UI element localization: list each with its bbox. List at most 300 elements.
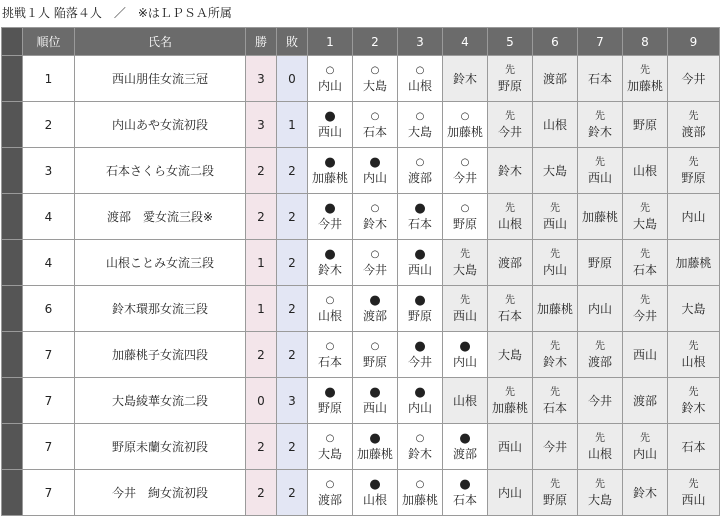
opponent-name: 渡部: [317, 492, 342, 507]
wins-cell: 3: [246, 56, 277, 102]
round-cell: [308, 424, 353, 470]
round-cell: [443, 56, 488, 102]
opponent-name: 大島: [542, 163, 567, 178]
opponent-name: 山根: [681, 354, 706, 369]
round-cell: [623, 424, 668, 470]
opponent-name: 大島: [587, 492, 612, 507]
result-mark: ○: [370, 340, 380, 352]
round-cell: [533, 470, 578, 516]
round-cell: [578, 378, 623, 424]
round-cell: [488, 148, 533, 194]
round-cell: [533, 378, 578, 424]
header-round-6: 6: [533, 28, 578, 56]
opponent-name: 加藤桃: [401, 492, 438, 507]
first-move-label: 先: [550, 340, 560, 352]
league-caption: 挑戦１人 陥落４人 ／ ※はＬＰＳＡ所属: [2, 6, 232, 20]
opponent-name: 加藤桃: [356, 446, 393, 461]
table-row: [2, 56, 720, 102]
round-cell: [398, 194, 443, 240]
rank-cell: 2: [23, 102, 75, 148]
opponent-name: 今井: [317, 216, 342, 231]
round-cell: [578, 56, 623, 102]
first-move-label: 先: [595, 110, 605, 122]
header-rank: 順位: [23, 28, 75, 56]
round-cell: [668, 286, 720, 332]
round-cell: [398, 56, 443, 102]
wins-cell: 2: [246, 470, 277, 516]
opponent-name: 大島: [497, 347, 522, 362]
opponent-name: 野原: [681, 170, 706, 185]
result-mark: ●: [414, 292, 426, 308]
opponent-name: 加藤桃: [536, 301, 573, 316]
rank-cell: 6: [23, 286, 75, 332]
round-cell: [578, 240, 623, 286]
first-move-label: 先: [505, 202, 515, 214]
table-row: [2, 424, 720, 470]
row-side-cell: [2, 378, 23, 424]
losses-cell: 1: [277, 102, 308, 148]
header-round-1: 1: [308, 28, 353, 56]
first-move-label: 先: [640, 432, 650, 444]
first-move-label: 先: [595, 340, 605, 352]
round-cell: [353, 470, 398, 516]
opponent-name: 野原: [632, 117, 657, 132]
round-cell: [578, 424, 623, 470]
round-cell: [353, 102, 398, 148]
result-mark: ●: [459, 476, 471, 492]
round-cell: [623, 56, 668, 102]
table-row: [2, 378, 720, 424]
player-name-cell: 西山朋佳女流三冠: [75, 56, 246, 102]
round-cell: [398, 240, 443, 286]
row-side-cell: [2, 286, 23, 332]
header-round-8: 8: [623, 28, 668, 56]
opponent-name: 内山: [542, 262, 567, 277]
round-cell: [443, 332, 488, 378]
header-round-9: 9: [668, 28, 720, 56]
result-mark: ○: [415, 64, 425, 76]
round-cell: [668, 378, 720, 424]
round-cell: [308, 378, 353, 424]
round-cell: [488, 194, 533, 240]
round-cell: [443, 286, 488, 332]
round-cell: [488, 424, 533, 470]
opponent-name: 大島: [632, 216, 657, 231]
opponent-name: 渡部: [632, 393, 657, 408]
opponent-name: 野原: [407, 308, 432, 323]
result-mark: ●: [459, 338, 471, 354]
opponent-name: 石本: [542, 400, 567, 415]
round-cell: [353, 194, 398, 240]
round-cell: [488, 470, 533, 516]
result-mark: ●: [414, 200, 426, 216]
row-side-cell: [2, 194, 23, 240]
round-cell: [488, 240, 533, 286]
round-cell: [533, 148, 578, 194]
round-cell: [398, 286, 443, 332]
round-cell: [533, 424, 578, 470]
round-cell: [623, 148, 668, 194]
opponent-name: 渡部: [681, 124, 706, 139]
losses-cell: 2: [277, 286, 308, 332]
result-mark: ○: [460, 156, 470, 168]
losses-cell: 3: [277, 378, 308, 424]
opponent-name: 大島: [362, 78, 387, 93]
opponent-name: 鈴木: [362, 216, 387, 231]
round-cell: [353, 378, 398, 424]
opponent-name: 山根: [632, 163, 657, 178]
opponent-name: 内山: [452, 354, 477, 369]
round-cell: [578, 194, 623, 240]
opponent-name: 内山: [362, 170, 387, 185]
losses-cell: 2: [277, 194, 308, 240]
round-cell: [668, 56, 720, 102]
result-mark: ●: [324, 108, 336, 124]
opponent-name: 内山: [632, 446, 657, 461]
header-round-7: 7: [578, 28, 623, 56]
round-cell: [668, 332, 720, 378]
opponent-name: 内山: [497, 485, 522, 500]
first-move-label: 先: [640, 64, 650, 76]
round-cell: [578, 102, 623, 148]
table-row: [2, 286, 720, 332]
result-mark: ●: [369, 384, 381, 400]
round-cell: [398, 102, 443, 148]
result-mark: ○: [370, 202, 380, 214]
opponent-name: 今井: [587, 393, 612, 408]
first-move-label: 先: [460, 294, 470, 306]
result-mark: ●: [459, 430, 471, 446]
first-move-label: 先: [640, 294, 650, 306]
round-cell: [623, 470, 668, 516]
league-table: [1, 27, 720, 516]
first-move-label: 先: [688, 478, 699, 490]
result-mark: ○: [415, 156, 425, 168]
opponent-name: 石本: [362, 124, 387, 139]
round-cell: [398, 378, 443, 424]
result-mark: ○: [370, 248, 380, 260]
table-row: [2, 240, 720, 286]
opponent-name: 西山: [632, 347, 657, 362]
wins-cell: 2: [246, 424, 277, 470]
first-move-label: 先: [688, 110, 699, 122]
player-name-cell: 山根ことみ女流三段: [75, 240, 246, 286]
round-cell: [623, 194, 668, 240]
round-cell: [308, 194, 353, 240]
opponent-name: 大島: [317, 446, 342, 461]
round-cell: [668, 148, 720, 194]
header-wins: 勝: [246, 28, 277, 56]
round-cell: [578, 332, 623, 378]
rank-cell: 7: [23, 332, 75, 378]
round-cell: [578, 148, 623, 194]
result-mark: ●: [324, 200, 336, 216]
opponent-name: 野原: [587, 255, 612, 270]
opponent-name: 今井: [497, 124, 522, 139]
opponent-name: 石本: [317, 354, 342, 369]
opponent-name: 今井: [681, 71, 706, 86]
round-cell: [578, 286, 623, 332]
opponent-name: 内山: [317, 78, 342, 93]
losses-cell: 0: [277, 56, 308, 102]
round-cell: [443, 470, 488, 516]
rank-cell: 3: [23, 148, 75, 194]
rank-cell: 7: [23, 424, 75, 470]
opponent-name: 鈴木: [497, 163, 522, 178]
opponent-name: 鈴木: [452, 71, 477, 86]
rank-cell: 4: [23, 240, 75, 286]
round-cell: [308, 148, 353, 194]
table-row: [2, 148, 720, 194]
round-cell: [398, 148, 443, 194]
round-cell: [533, 332, 578, 378]
result-mark: ○: [325, 478, 335, 490]
wins-cell: 1: [246, 240, 277, 286]
row-side-cell: [2, 240, 23, 286]
player-name-cell: 加藤桃子女流四段: [75, 332, 246, 378]
first-move-label: 先: [688, 156, 699, 168]
round-cell: [308, 56, 353, 102]
round-cell: [488, 332, 533, 378]
opponent-name: 鈴木: [542, 354, 567, 369]
result-mark: ●: [369, 154, 381, 170]
player-name-cell: 鈴木環那女流三段: [75, 286, 246, 332]
result-mark: ○: [460, 110, 470, 122]
header-round-5: 5: [488, 28, 533, 56]
opponent-name: 石本: [587, 71, 612, 86]
opponent-name: 加藤桃: [626, 78, 663, 93]
losses-cell: 2: [277, 424, 308, 470]
first-move-label: 先: [550, 202, 560, 214]
opponent-name: 西山: [317, 124, 342, 139]
round-cell: [443, 424, 488, 470]
first-move-label: 先: [550, 478, 560, 490]
rank-cell: 7: [23, 470, 75, 516]
opponent-name: 加藤桃: [491, 400, 528, 415]
opponent-name: 鈴木: [632, 485, 657, 500]
result-mark: ○: [460, 202, 470, 214]
opponent-name: 今井: [632, 308, 657, 323]
wins-cell: 2: [246, 148, 277, 194]
wins-cell: 3: [246, 102, 277, 148]
round-cell: [668, 424, 720, 470]
opponent-name: 石本: [632, 262, 657, 277]
row-side-cell: [2, 148, 23, 194]
result-mark: ●: [369, 430, 381, 446]
result-mark: ●: [414, 384, 426, 400]
first-move-label: 先: [505, 294, 515, 306]
result-mark: ○: [415, 432, 425, 444]
opponent-name: 西山: [542, 216, 567, 231]
round-cell: [308, 240, 353, 286]
row-side-cell: [2, 470, 23, 516]
opponent-name: 渡部: [362, 308, 387, 323]
header-losses: 敗: [277, 28, 308, 56]
header-round-4: 4: [443, 28, 488, 56]
losses-cell: 2: [277, 470, 308, 516]
result-mark: ●: [369, 476, 381, 492]
opponent-name: 加藤桃: [581, 209, 618, 224]
opponent-name: 西山: [452, 308, 477, 323]
result-mark: ○: [325, 340, 335, 352]
round-cell: [623, 286, 668, 332]
header-row: [2, 28, 720, 56]
losses-cell: 2: [277, 148, 308, 194]
result-mark: ○: [325, 294, 335, 306]
round-cell: [623, 240, 668, 286]
result-mark: ●: [324, 154, 336, 170]
opponent-name: 石本: [452, 492, 477, 507]
opponent-name: 西山: [362, 400, 387, 415]
round-cell: [668, 470, 720, 516]
opponent-name: 加藤桃: [675, 255, 712, 270]
player-name-cell: 野原未蘭女流初段: [75, 424, 246, 470]
player-name-cell: 大島綾華女流二段: [75, 378, 246, 424]
player-name-cell: 石本さくら女流二段: [75, 148, 246, 194]
result-mark: ○: [415, 478, 425, 490]
round-cell: [353, 56, 398, 102]
opponent-name: 野原: [317, 400, 342, 415]
opponent-name: 石本: [681, 439, 706, 454]
opponent-name: 渡部: [452, 446, 477, 461]
opponent-name: 西山: [407, 262, 432, 277]
league-body: [2, 56, 720, 516]
first-move-label: 先: [595, 156, 605, 168]
opponent-name: 山根: [452, 393, 477, 408]
row-side-cell: [2, 424, 23, 470]
round-cell: [668, 240, 720, 286]
table-row: [2, 332, 720, 378]
first-move-label: 先: [550, 248, 560, 260]
first-move-label: 先: [505, 110, 515, 122]
table-row: [2, 102, 720, 148]
opponent-name: 渡部: [497, 255, 522, 270]
opponent-name: 野原: [542, 492, 567, 507]
first-move-label: 先: [688, 340, 699, 352]
result-mark: ●: [414, 246, 426, 262]
first-move-label: 先: [505, 64, 515, 76]
player-name-cell: 渡部 愛女流三段※: [75, 194, 246, 240]
player-name-cell: 今井 絢女流初段: [75, 470, 246, 516]
wins-cell: 0: [246, 378, 277, 424]
opponent-name: 西山: [681, 492, 706, 507]
result-mark: ○: [325, 432, 335, 444]
rank-cell: 4: [23, 194, 75, 240]
round-cell: [488, 378, 533, 424]
table-row: [2, 470, 720, 516]
opponent-name: 鈴木: [587, 124, 612, 139]
header-name: 氏名: [75, 28, 246, 56]
round-cell: [488, 102, 533, 148]
round-cell: [533, 194, 578, 240]
round-cell: [398, 332, 443, 378]
round-cell: [488, 56, 533, 102]
row-side-cell: [2, 56, 23, 102]
round-cell: [353, 424, 398, 470]
result-mark: ●: [324, 384, 336, 400]
opponent-name: 石本: [407, 216, 432, 231]
opponent-name: 鈴木: [407, 446, 432, 461]
rank-cell: 7: [23, 378, 75, 424]
round-cell: [308, 470, 353, 516]
opponent-name: 山根: [497, 216, 522, 231]
result-mark: ○: [415, 110, 425, 122]
round-cell: [623, 332, 668, 378]
opponent-name: 渡部: [587, 354, 612, 369]
round-cell: [398, 424, 443, 470]
opponent-name: 加藤桃: [446, 124, 483, 139]
round-cell: [488, 286, 533, 332]
opponent-name: 大島: [452, 262, 477, 277]
table-row: [2, 194, 720, 240]
opponent-name: 今井: [407, 354, 432, 369]
opponent-name: 鈴木: [681, 400, 706, 415]
round-cell: [443, 240, 488, 286]
round-cell: [308, 286, 353, 332]
opponent-name: 内山: [587, 301, 612, 316]
opponent-name: 西山: [497, 439, 522, 454]
round-cell: [308, 332, 353, 378]
row-side-cell: [2, 332, 23, 378]
opponent-name: 山根: [542, 117, 567, 132]
round-cell: [533, 240, 578, 286]
rank-cell: 1: [23, 56, 75, 102]
opponent-name: 山根: [407, 78, 432, 93]
round-cell: [443, 148, 488, 194]
first-move-label: 先: [595, 478, 605, 490]
result-mark: ●: [369, 292, 381, 308]
wins-cell: 1: [246, 286, 277, 332]
result-mark: ●: [324, 246, 336, 262]
losses-cell: 2: [277, 332, 308, 378]
result-mark: ○: [370, 110, 380, 122]
first-move-label: 先: [505, 386, 515, 398]
opponent-name: 内山: [407, 400, 432, 415]
round-cell: [668, 102, 720, 148]
first-move-label: 先: [550, 386, 560, 398]
round-cell: [443, 378, 488, 424]
round-cell: [533, 102, 578, 148]
losses-cell: 2: [277, 240, 308, 286]
header-side-cell: [2, 28, 23, 56]
header-round-2: 2: [353, 28, 398, 56]
first-move-label: 先: [688, 386, 699, 398]
round-cell: [533, 56, 578, 102]
opponent-name: 今井: [452, 170, 477, 185]
round-cell: [443, 194, 488, 240]
opponent-name: 今井: [362, 262, 387, 277]
opponent-name: 渡部: [407, 170, 432, 185]
result-mark: ●: [414, 338, 426, 354]
opponent-name: 石本: [497, 308, 522, 323]
header-round-3: 3: [398, 28, 443, 56]
round-cell: [623, 378, 668, 424]
opponent-name: 山根: [317, 308, 342, 323]
opponent-name: 大島: [681, 301, 706, 316]
wins-cell: 2: [246, 332, 277, 378]
first-move-label: 先: [640, 248, 650, 260]
opponent-name: 加藤桃: [311, 170, 348, 185]
first-move-label: 先: [640, 202, 650, 214]
round-cell: [443, 102, 488, 148]
opponent-name: 今井: [542, 439, 567, 454]
opponent-name: 鈴木: [317, 262, 342, 277]
opponent-name: 野原: [497, 78, 522, 93]
round-cell: [668, 194, 720, 240]
opponent-name: 大島: [407, 124, 432, 139]
first-move-label: 先: [460, 248, 470, 260]
round-cell: [623, 102, 668, 148]
